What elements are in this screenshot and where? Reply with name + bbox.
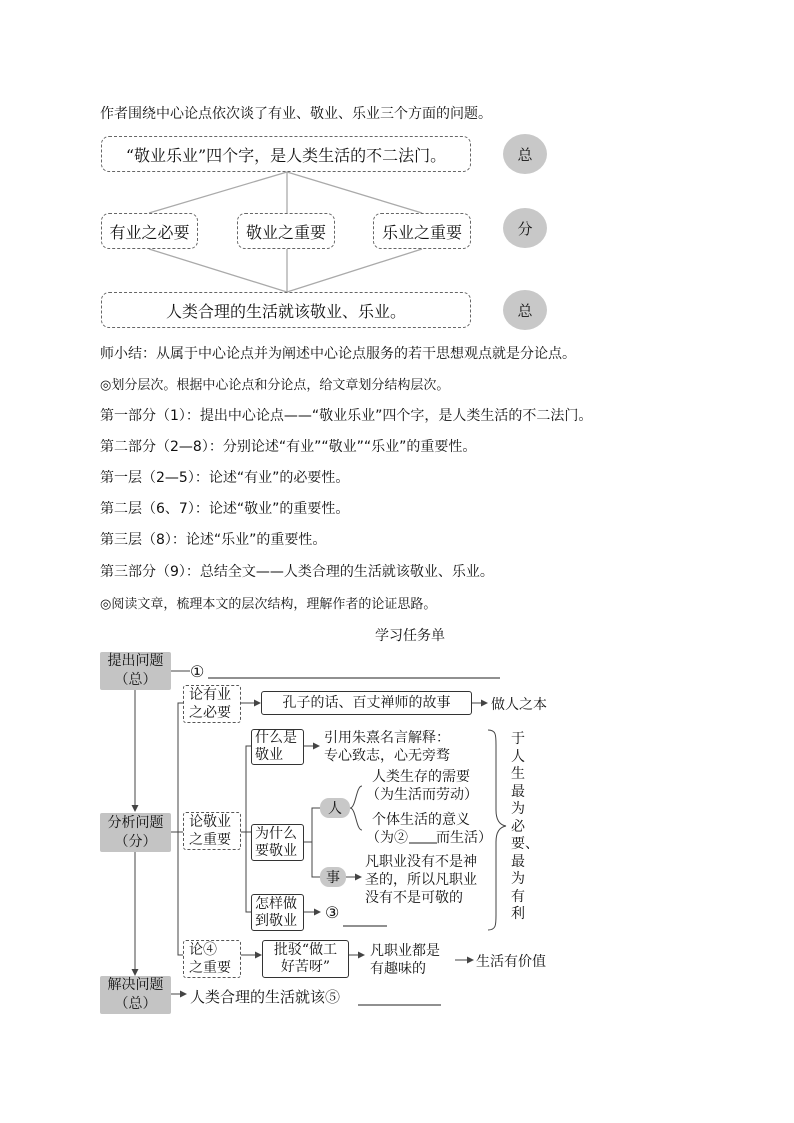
quwei-line2: 有趣味的 (370, 961, 426, 977)
ren-text-1 (366, 768, 478, 804)
section-division-heading: ◎划分层次。根据中心论点和分论点，给文章划分结构层次。 (100, 378, 450, 393)
sub-point-leye-box: 乐业之重要 (373, 213, 471, 249)
lun4-line2: 之重要 (189, 960, 231, 976)
stage-raise-label: 提出问题 (107, 653, 164, 669)
vertical-conclusion: 于人生最为必要、最为有利 (511, 731, 539, 922)
shenme-line2: 敬业 (255, 747, 283, 763)
zenyang-box (251, 894, 304, 931)
stage-solve-sub: （总） (114, 996, 157, 1012)
stage-raise-question (100, 652, 171, 690)
bobo-box (262, 940, 349, 978)
conclusion-box: 人类合理的生活就该敬业、乐业。 (101, 292, 471, 328)
detail-circle: 分 (503, 208, 547, 248)
intro-text: 作者围绕中心论点依次谈了有业、敬业、乐业三个方面的问题。 (100, 106, 492, 122)
jingye-box (183, 812, 241, 850)
zenyang-line2: 到敬业 (255, 912, 297, 929)
teacher-summary: 师小结：从属于中心论点并为阐述中心论点服务的若干思想观点就是分论点。 (100, 346, 576, 362)
stage-analyze-sub: （分） (114, 833, 157, 850)
ren-text-2 (366, 811, 492, 847)
weishenme-line1: 为什么 (255, 825, 297, 842)
jiazhi-text: 生活有价值 (476, 954, 546, 970)
ren-text-1-line2: （为生活而劳动） (366, 787, 478, 803)
reading-task-heading: ◎阅读文章，梳理本文的层次结构，理解作者的论证思路。 (100, 597, 437, 612)
jingye-line2: 之重要 (189, 832, 231, 848)
shenme-line1: 什么是 (255, 730, 297, 746)
ren-text-2-pre: （为② (366, 830, 408, 846)
jingye-line1: 论敬业 (189, 814, 231, 830)
kongzi-story-box (261, 691, 472, 715)
sub-point-jingye-box: 敬业之重要 (237, 213, 335, 249)
yinyong-line1: 引用朱熹名言解释： (324, 730, 450, 746)
zenyang-line1: 怎样做 (255, 895, 297, 912)
shi-text-line2: 圣的，所以凡职业 (365, 872, 477, 888)
shi-text-line3: 没有不是可敬的 (365, 890, 463, 906)
ren-text-1-line1: 人类生存的需要 (372, 769, 470, 785)
ren-text-2-line1: 个体生活的意义 (372, 812, 470, 828)
blank-3-marker: ③ (325, 903, 340, 922)
sub-point-youye-box: 有业之必要 (101, 213, 198, 249)
quwei-text (370, 942, 440, 978)
worksheet-title: 学习任务单 (375, 628, 445, 644)
shi-pill: 事 (320, 867, 346, 887)
bobo-line1: 批驳“做工 (273, 942, 338, 958)
lun4-box (183, 940, 241, 978)
yinyong-text (324, 729, 450, 765)
kongzi-story-text: 孔子的话、百丈禅师的故事 (282, 694, 451, 711)
summary-circle-1: 总 (503, 134, 547, 174)
youye-box (183, 685, 241, 723)
layer-two-text: 第二层（6、7）：论述“敬业”的重要性。 (100, 501, 350, 517)
stage-analyze-question (100, 813, 171, 852)
part-one-text: 第一部分（1）：提出中心论点——“敬业乐业”四个字，是人类生活的不二法门。 (100, 408, 593, 424)
shi-text-line1: 凡职业没有不是神 (365, 854, 477, 870)
yinyong-line2: 专心致志，心无旁骛 (324, 748, 450, 764)
stage-solve-question (100, 976, 171, 1014)
stage-solve-label: 解决问题 (107, 977, 164, 993)
ren-pill: 人 (320, 798, 350, 818)
final-text: 人类合理的生活就该⑤ (190, 988, 341, 1006)
youye-line1: 论有业 (189, 687, 231, 703)
part-two-text: 第二部分（2—8）：分别论述“有业”“敬业”“乐业”的重要性。 (100, 439, 477, 455)
summary-circle-2: 总 (503, 290, 547, 330)
shenme-box (251, 729, 304, 765)
lun4-line1: 论④ (189, 942, 217, 958)
zuoren-text: 做人之本 (491, 697, 547, 713)
layer-three-text: 第三层（8）：论述“乐业”的重要性。 (100, 532, 327, 548)
layer-one-text: 第一层（2—5）：论述“有业”的必要性。 (100, 470, 350, 486)
bobo-line2: 好苦呀” (280, 959, 331, 975)
shi-text (365, 853, 477, 907)
ren-text-2-post: 而生活） (436, 830, 492, 846)
stage-analyze-label: 分析问题 (107, 814, 164, 831)
weishenme-box (251, 824, 304, 861)
weishenme-line2: 要敬业 (255, 842, 297, 859)
youye-line2: 之必要 (189, 705, 231, 721)
part-three-text: 第三部分（9）：总结全文——人类合理的生活就该敬业、乐业。 (100, 564, 494, 580)
central-thesis-box: “敬业乐业”四个字，是人类生活的不二法门。 (101, 136, 471, 172)
quwei-line1: 凡职业都是 (370, 943, 440, 959)
blank-1-marker: ① (190, 662, 205, 681)
stage-raise-sub: （总） (114, 672, 157, 688)
